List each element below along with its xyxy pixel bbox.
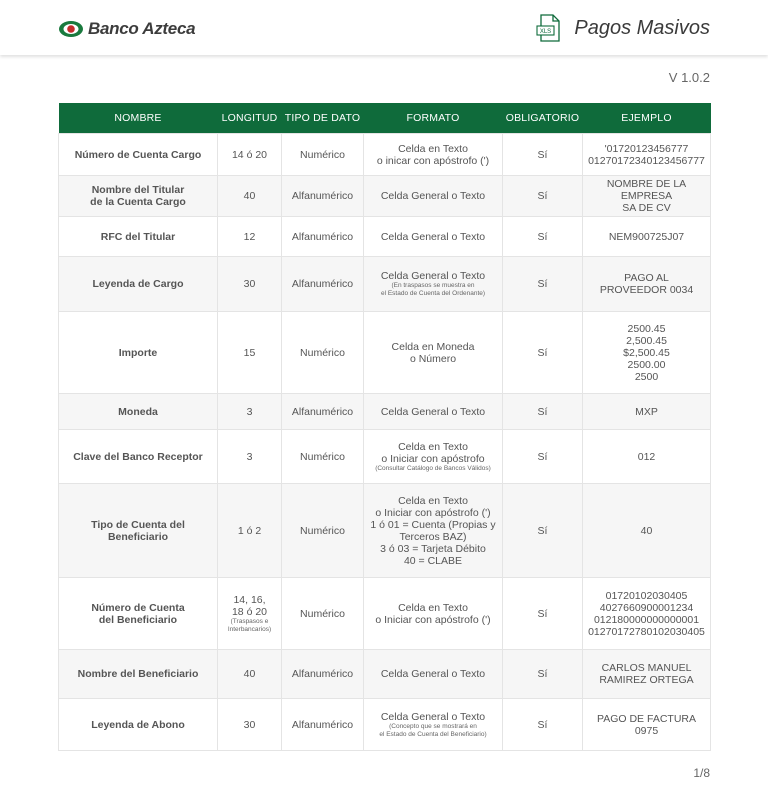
format-cell-line: 1 ó 01 = Cuenta (Propias y [370,518,496,531]
table-row [59,217,711,257]
format-cell [364,578,503,650]
example-cell-line: SA DE CV [622,202,671,214]
table-body [59,134,711,751]
format-cell-line: Celda General o Texto [380,270,486,282]
brand-logo [58,16,195,42]
example-cell-line: RAMIREZ ORTEGA [599,674,694,686]
data-type-cell: Alfanumérico [282,699,364,751]
format-cell [364,134,503,176]
example-cell [583,176,711,217]
example-cell-line: 012180000000000001 [593,613,700,626]
format-cell-line: Celda en Texto [398,440,468,453]
field-name-cell-line: Moneda [118,405,158,418]
format-cell-line: o Iniciar con apóstrofo (') [375,506,491,519]
module-heading [536,14,710,42]
length-cell [218,176,282,217]
length-cell-line: 40 [243,190,256,202]
length-cell-line: 3 [246,450,253,463]
data-type-cell: Numérico [282,134,364,176]
format-cell-line: 3 ó 03 = Tarjeta Débito [380,542,486,555]
format-cell-line: Celda en Texto [398,494,468,507]
length-cell-line: 30 [243,718,256,731]
table-row [59,484,711,578]
format-cell-note: (En traspasos se muestra en [391,282,475,289]
length-cell [218,699,282,751]
format-cell-line: Celda General o Texto [380,230,486,243]
length-cell-line: 40 [243,668,256,680]
field-name-cell-line: Leyenda de Abono [91,718,185,731]
length-cell-line: 15 [243,346,256,359]
length-cell [218,217,282,257]
format-cell-line: Celda General o Texto [380,190,486,202]
data-type-cell: Alfanumérico [282,257,364,312]
format-cell [364,430,503,484]
format-cell [364,650,503,699]
length-cell [218,312,282,394]
example-cell [583,430,711,484]
field-name-cell [59,217,218,257]
format-cell-line: o Iniciar con apóstrofo (') [375,613,491,626]
length-cell-note: (Traspasos e [230,617,269,625]
example-cell-line: 01270172780102030405 [588,625,705,638]
example-cell [583,312,711,394]
format-cell-line: 40 = CLABE [403,554,463,567]
required-cell: Sí [503,312,583,394]
format-cell [364,176,503,217]
format-cell-line: Terceros BAZ) [399,530,467,543]
table-row [59,650,711,699]
length-cell-line: 12 [243,230,256,243]
format-cell [364,394,503,430]
required-cell: Sí [503,176,583,217]
example-cell-line: 40 [640,524,653,537]
example-cell-line: 2500.00 [627,358,666,371]
length-cell-line: 18 ó 20 [231,605,268,618]
page-header [0,0,768,55]
data-type-cell: Numérico [282,578,364,650]
column-header: TIPO DE DATO [282,103,364,134]
xls-file-icon [536,14,562,42]
format-cell [364,257,503,312]
table-row [59,394,711,430]
field-name-cell-line: RFC del Titular [100,230,176,243]
example-cell [583,394,711,430]
required-cell: Sí [503,699,583,751]
brand-name: Banco Azteca [88,19,196,38]
example-cell-line: 2500.45 [627,322,666,335]
field-name-cell-line: Clave del Banco Receptor [73,450,203,463]
example-cell [583,217,711,257]
example-cell-line: PAGO AL [624,272,669,284]
format-cell-note: el Estado de Cuenta del Beneficiario) [379,730,487,738]
field-name-cell [59,578,218,650]
field-name-cell [59,394,218,430]
length-cell [218,484,282,578]
format-cell-line: Celda en Moneda [391,340,475,353]
length-cell [218,394,282,430]
length-cell-note: Interbancarios) [227,625,272,633]
field-name-cell [59,430,218,484]
length-cell-line: 30 [243,278,256,290]
length-cell [218,257,282,312]
length-cell [218,134,282,176]
field-name-cell [59,176,218,217]
format-cell-line: Celda en Texto [398,142,468,155]
column-header: EJEMPLO [583,103,711,134]
example-cell-line: 01720102030405 [605,589,688,602]
format-cell [364,699,503,751]
layout-spec-table [58,103,711,751]
field-name-cell-line: Tipo de Cuenta del Beneficiario [91,518,185,543]
field-name-cell [59,134,218,176]
example-cell-line: NEM900725J07 [608,230,685,243]
example-cell [583,578,711,650]
field-name-cell [59,650,218,699]
field-name-cell [59,699,218,751]
field-name-cell-line: Leyenda de Cargo [92,278,184,290]
field-name-cell-line: Nombre del Titular [91,184,185,196]
table-row [59,134,711,176]
example-cell-line: 4027660900001234 [599,601,694,614]
table-row [59,312,711,394]
example-cell-line: CARLOS MANUEL [601,662,692,674]
length-cell-line: 3 [246,405,253,418]
field-name-cell-line: Nombre del Beneficiario [77,668,199,680]
field-name-cell [59,484,218,578]
format-cell [364,484,503,578]
example-cell [583,134,711,176]
example-cell-line: 2,500.45 [626,334,667,347]
format-cell-line: o Número [409,352,457,365]
field-name-cell [59,257,218,312]
table-row [59,699,711,751]
table-row [59,176,711,217]
required-cell: Sí [503,578,583,650]
format-cell-note: (Consultar Catálogo de Bancos Válidos) [375,464,491,472]
table-row [59,430,711,484]
example-cell-line: NOMBRE DE LA EMPRESA [606,178,687,202]
length-cell [218,430,282,484]
required-cell: Sí [503,134,583,176]
example-cell [583,699,711,751]
field-name-cell [59,312,218,394]
format-cell-line: o inicar con apóstrofo (') [376,154,490,167]
data-type-cell: Alfanumérico [282,650,364,699]
data-type-cell: Alfanumérico [282,176,364,217]
format-cell [364,312,503,394]
format-cell [364,217,503,257]
required-cell: Sí [503,217,583,257]
xls-label: XLS [540,29,552,35]
data-type-cell: Numérico [282,312,364,394]
length-cell-line: 14 ó 20 [231,148,268,161]
example-cell [583,257,711,312]
example-cell-line: PROVEEDOR 0034 [599,284,694,296]
required-cell: Sí [503,430,583,484]
format-cell-line: o Iniciar con apóstrofo [381,452,485,465]
field-name-cell-line: de la Cuenta Cargo [90,196,186,208]
example-cell-line: MXP [635,405,658,418]
example-cell [583,650,711,699]
column-header: NOMBRE [59,103,218,134]
format-cell-line: Celda General o Texto [380,710,486,723]
example-cell-line: PAGO DE FACTURA 0975 [597,712,696,737]
example-cell-line: '01720123456777 [604,142,689,155]
length-cell [218,650,282,699]
example-cell-line: 2500 [634,370,659,383]
format-cell-note: (Concepto que se mostrará en [389,722,477,730]
example-cell-line: 012 [637,450,656,463]
field-name-cell-line: del Beneficiario [98,613,178,626]
column-header: LONGITUD [218,103,282,134]
data-type-cell: Numérico [282,484,364,578]
version-label: V 1.0.2 [668,70,710,85]
column-header: OBLIGATORIO [503,103,583,134]
field-name-cell-line: Número de Cuenta Cargo [74,148,202,161]
module-title: Pagos Masivos [574,16,710,39]
table-row [59,257,711,312]
page-number: 1/8 [693,766,710,780]
data-type-cell: Numérico [282,430,364,484]
format-cell-line: Celda en Texto [398,601,468,614]
length-cell-line: 1 ó 2 [237,524,262,537]
table-header-row [59,103,711,134]
banco-azteca-logo-icon [58,19,84,39]
required-cell: Sí [503,484,583,578]
required-cell: Sí [503,257,583,312]
example-cell [583,484,711,578]
field-name-cell-line: Número de Cuenta [91,601,185,614]
example-cell-line: 01270172340123456777 [588,154,705,167]
example-cell-line: $2,500.45 [623,346,670,359]
format-cell-note: el Estado de Cuenta del Ordenante) [380,290,486,297]
length-cell [218,578,282,650]
data-type-cell: Alfanumérico [282,217,364,257]
required-cell: Sí [503,650,583,699]
field-name-cell-line: Importe [118,346,158,359]
required-cell: Sí [503,394,583,430]
column-header: FORMATO [364,103,503,134]
format-cell-line: Celda General o Texto [380,405,486,418]
table-row [59,578,711,650]
data-type-cell: Alfanumérico [282,394,364,430]
format-cell-line: Celda General o Texto [380,668,486,680]
length-cell-line: 14, 16, [233,593,266,606]
